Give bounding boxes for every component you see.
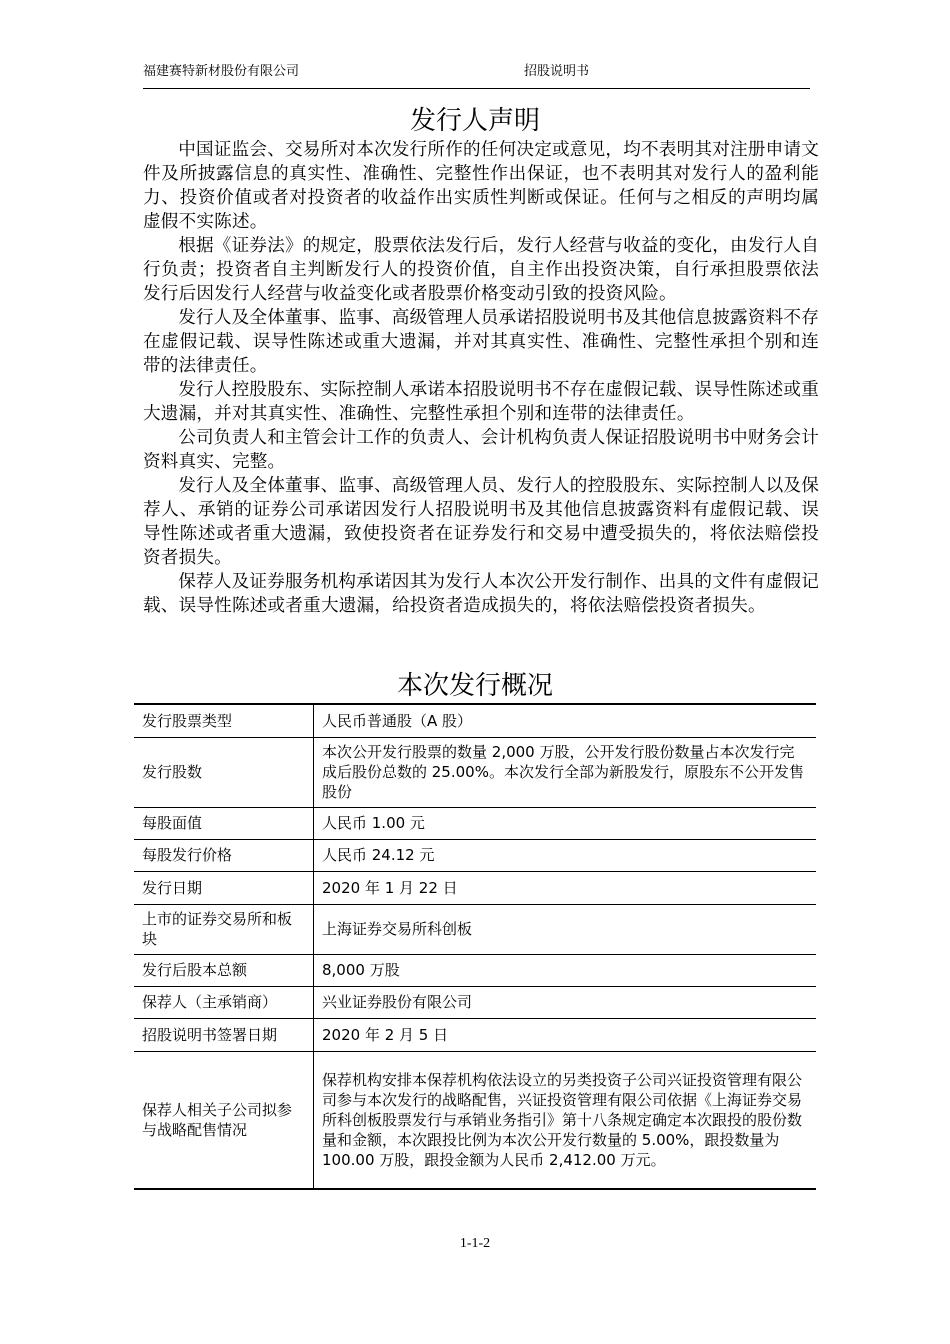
table-row xyxy=(134,704,816,737)
page-number: 1-1-2 xyxy=(459,1236,491,1251)
document-title: 招股说明书 xyxy=(524,64,590,79)
table-row xyxy=(134,1018,816,1051)
row-label: 招股说明书签署日期 xyxy=(134,1018,314,1051)
table-row xyxy=(134,904,816,954)
row-label: 发行股数 xyxy=(134,737,314,807)
row-value: 人民币 1.00 元 xyxy=(314,807,817,839)
table-row xyxy=(134,839,816,871)
row-label: 每股发行价格 xyxy=(134,839,314,871)
row-value: 8,000 万股 xyxy=(314,954,817,986)
row-label: 保荐人（主承销商） xyxy=(134,986,314,1018)
statement-paragraph: 中国证监会、交易所对本次发行所作的任何决定或意见，均不表明其对注册申请文件及所披露信息的真实性、准确性、完整性作出保证，也不表明其对发行人的盈利能力、投资价值或者对投资者的收益作出实质性判断或保证。任何与之相反的声明均属虚假不实陈述。 xyxy=(143,140,819,232)
row-label: 保荐人相关子公司拟参与战略配售情况 xyxy=(134,1051,314,1189)
row-value: 保荐机构安排本保荐机构依法设立的另类投资子公司兴证投资管理有限公司参与本次发行的战略配售，兴证投资管理有限公司依据《上海证券交易所科创板股票发行与承销业务指引》第十八条规定确定本次跟投的股份数量和金额，本次跟投比例为本次公开发行数量的 5.00%，跟投数量为 100.00 万股，跟投金额为人民币 2,412.00 万元。 xyxy=(314,1051,817,1189)
table-row xyxy=(134,1051,816,1189)
page-header xyxy=(143,58,810,88)
row-label: 发行后股本总额 xyxy=(134,954,314,986)
company-name: 福建赛特新材股份有限公司 xyxy=(143,64,300,79)
overview-title: 本次发行概况 xyxy=(396,671,553,701)
issuer-statement xyxy=(143,138,819,618)
row-label: 发行股票类型 xyxy=(134,704,314,737)
row-value: 兴业证券股份有限公司 xyxy=(314,986,817,1018)
row-value: 上海证券交易所科创板 xyxy=(314,904,817,954)
statement-paragraph: 根据《证券法》的规定，股票依法发行后，发行人经营与收益的变化，由发行人自行负责；投资者自主判断发行人的投资价值，自主作出投资决策，自行承担股票依法发行后因发行人经营与收益变化或者股票价格变动引致的投资风险。 xyxy=(143,236,819,304)
statement-paragraph: 公司负责人和主管会计工作的负责人、会计机构负责人保证招股说明书中财务会计资料真实、完整。 xyxy=(143,428,819,472)
row-value: 本次公开发行股票的数量 2,000 万股，公开发行股份数量占本次发行完成后股份总数的 25.00%。本次发行全部为新股发行，原股东不公开发售股份 xyxy=(314,737,817,807)
header-divider xyxy=(143,88,810,89)
overview-table xyxy=(134,703,816,1190)
statement-paragraph: 发行人及全体董事、监事、高级管理人员、发行人的控股股东、实际控制人以及保荐人、承销的证券公司承诺因发行人招股说明书及其他信息披露资料有虚假记载、误导性陈述或者重大遗漏，致使投资者在证券发行和交易中遭受损失的，将依法赔偿投资者损失。 xyxy=(143,476,819,568)
table-row xyxy=(134,737,816,807)
statement-paragraph: 发行人及全体董事、监事、高级管理人员承诺招股说明书及其他信息披露资料不存在虚假记载、误导性陈述或重大遗漏，并对其真实性、准确性、完整性承担个别和连带的法律责任。 xyxy=(143,308,819,376)
row-label: 上市的证券交易所和板块 xyxy=(134,904,314,954)
row-value: 人民币普通股（A 股） xyxy=(314,704,817,737)
row-value: 2020 年 2 月 5 日 xyxy=(314,1018,817,1051)
statement-paragraph: 保荐人及证券服务机构承诺因其为发行人本次公开发行制作、出具的文件有虚假记载、误导性陈述或者重大遗漏，给投资者造成损失的，将依法赔偿投资者损失。 xyxy=(143,572,819,616)
row-label: 发行日期 xyxy=(134,871,314,904)
row-label: 每股面值 xyxy=(134,807,314,839)
table-row xyxy=(134,807,816,839)
table-row xyxy=(134,954,816,986)
statement-paragraph: 发行人控股股东、实际控制人承诺本招股说明书不存在虚假记载、误导性陈述或重大遗漏，并对其真实性、准确性、完整性承担个别和连带的法律责任。 xyxy=(143,380,819,424)
statement-title: 发行人声明 xyxy=(409,106,540,136)
row-value: 人民币 24.12 元 xyxy=(314,839,817,871)
table-row xyxy=(134,871,816,904)
row-value: 2020 年 1 月 22 日 xyxy=(314,871,817,904)
table-row xyxy=(134,986,816,1018)
